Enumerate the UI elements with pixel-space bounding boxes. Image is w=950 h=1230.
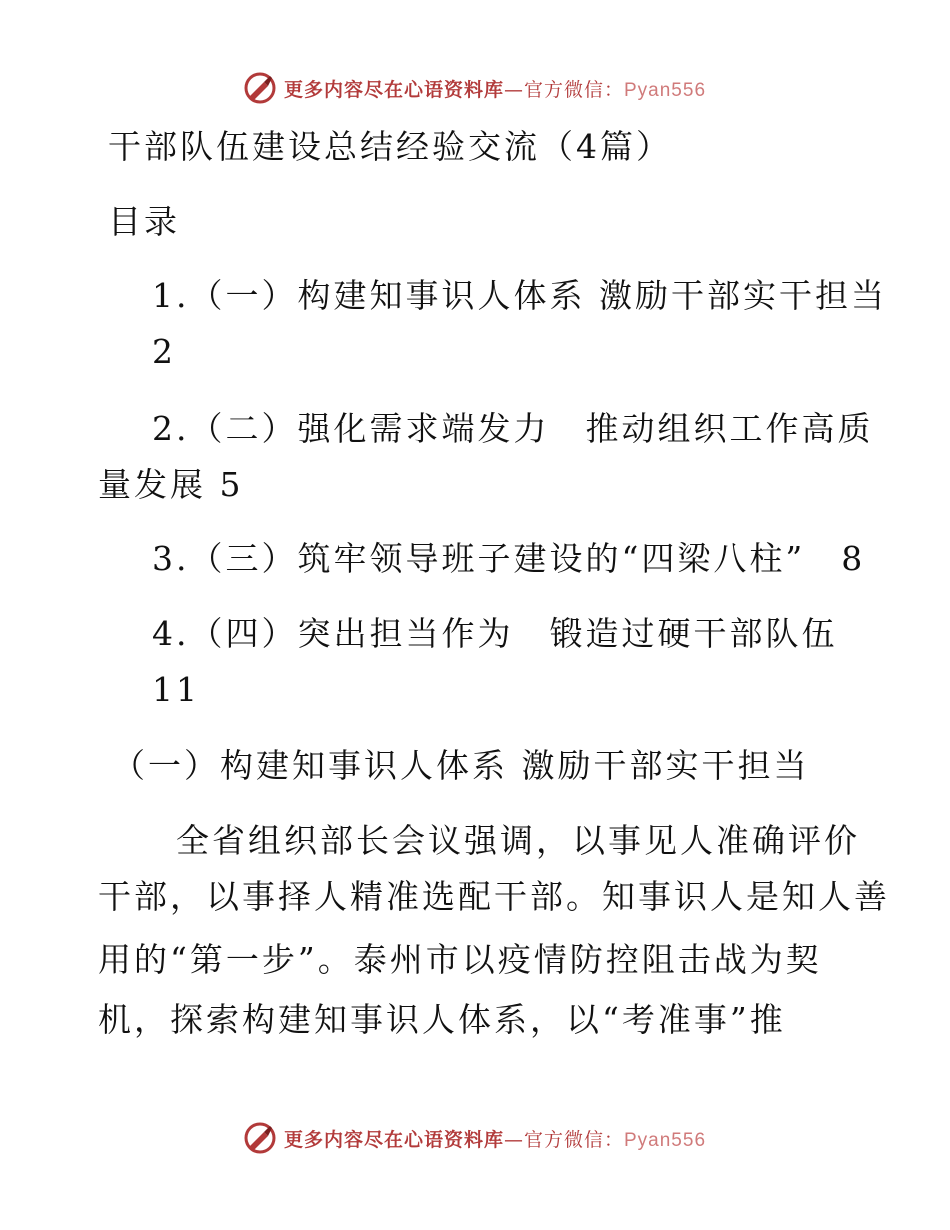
- toc-entry-2-continued: 量发展 5: [98, 465, 244, 504]
- header-watermark: [0, 72, 950, 104]
- body-line-3: 用的“第一步”。泰州市以疫情防控阻击战为契: [98, 940, 822, 979]
- watermark-text: 更多内容尽在心语资料库—官方微信：Pyan556: [283, 1128, 707, 1151]
- body-line-1: 全省组织部长会议强调，以事见人准确评价: [176, 821, 860, 860]
- toc-entry-3[interactable]: 3.（三）筑牢领导班子建设的“四梁八柱” 8: [152, 539, 866, 578]
- pen-logo-icon: [244, 1122, 276, 1154]
- footer-watermark: [0, 1122, 950, 1154]
- pen-logo-icon: [244, 72, 276, 104]
- toc-entry-4[interactable]: 4.（四）突出担当作为 锻造过硬干部队伍: [152, 614, 838, 653]
- watermark-text: 更多内容尽在心语资料库—官方微信：Pyan556: [283, 78, 707, 101]
- body-line-2: 干部，以事择人精准选配干部。知事识人是知人善: [98, 877, 890, 916]
- document-title: 干部队伍建设总结经验交流（4篇）: [108, 127, 672, 166]
- toc-entry-1-page: 2: [152, 332, 176, 371]
- toc-heading: 目录: [108, 202, 180, 241]
- toc-entry-4-page: 11: [152, 670, 200, 709]
- body-line-4: 机，探索构建知事识人体系，以“考准事”推: [98, 1000, 786, 1039]
- toc-entry-1[interactable]: 1.（一）构建知事识人体系 激励干部实干担当: [152, 276, 887, 315]
- toc-entry-2[interactable]: 2.（二）强化需求端发力 推动组织工作高质: [152, 409, 874, 448]
- section-heading: （一）构建知事识人体系 激励干部实干担当: [112, 746, 810, 785]
